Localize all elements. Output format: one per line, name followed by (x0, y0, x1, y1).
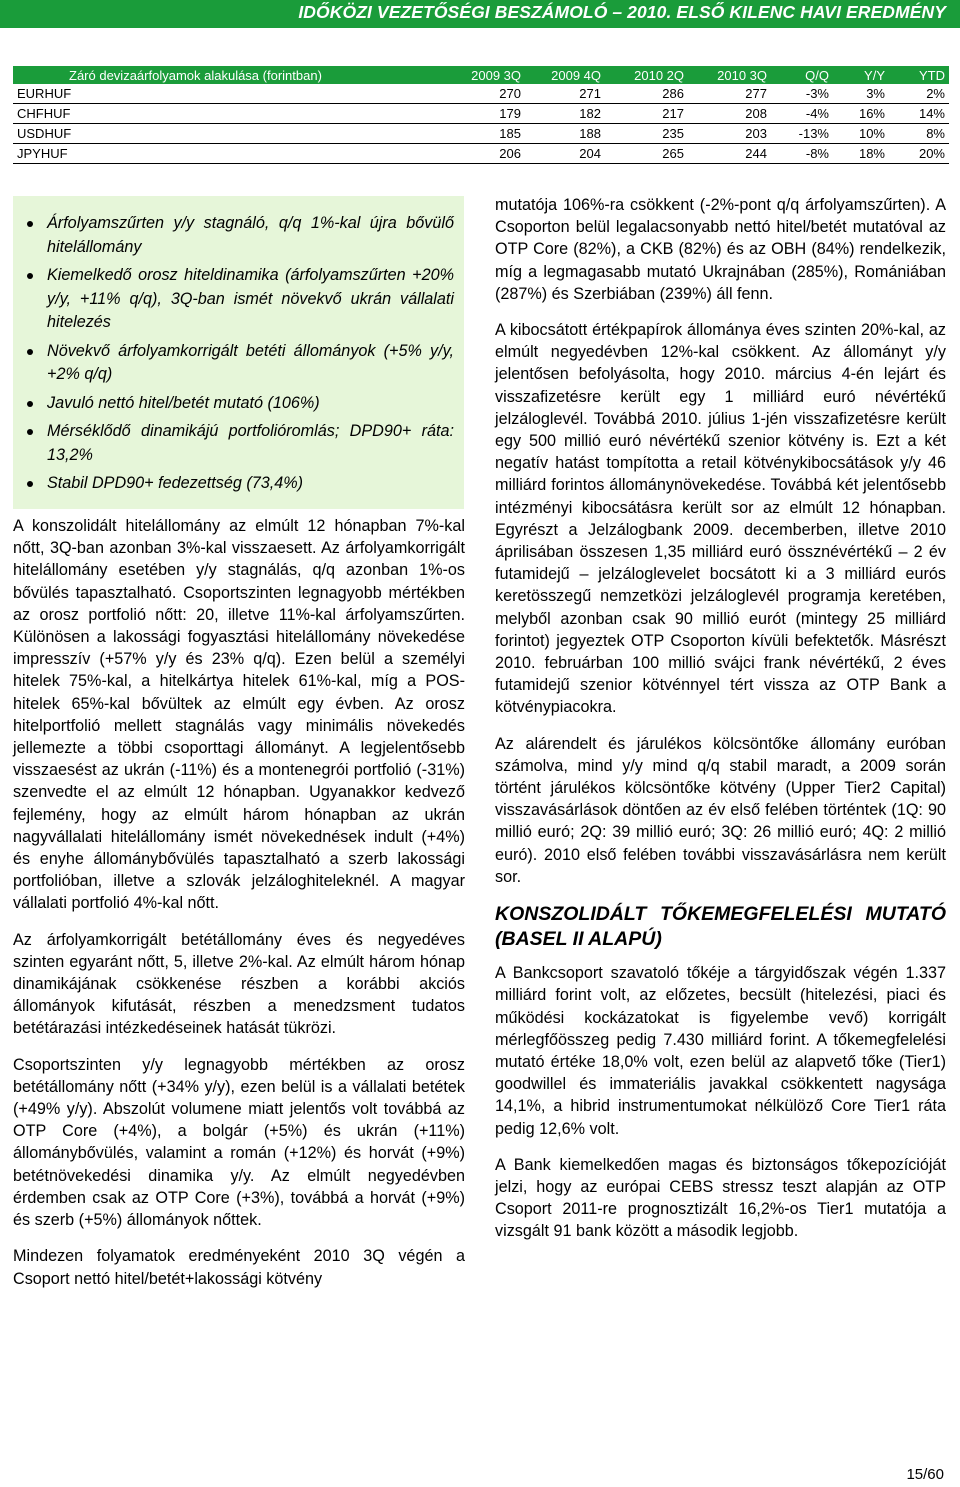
header-title: IDŐKÖZI VEZETŐSÉGI BESZÁMOLÓ – 2010. ELSŐ KILENC HAVI EREDMÉNY (298, 2, 946, 22)
table-cell: -8% (771, 144, 833, 164)
table-cell: 182 (525, 104, 605, 124)
table-cell: EURHUF (13, 84, 417, 104)
table-cell: CHFHUF (13, 104, 417, 124)
highlight-item: Javuló nettó hitel/betét mutató (106%) (47, 392, 454, 416)
table-cell: 2% (889, 84, 949, 104)
highlight-item: Növekvő árfolyamkorrigált betéti állományok (+5% y/y, +2% q/q) (47, 340, 454, 387)
body-paragraph: A Bank kiemelkedően magas és biztonságos tőkepozícióját jelzi, hogy az európai CEBS stressz teszt alapján az OTP Csoport 2011-re prognosztizált 16,2%-os Tier1 mutatója a vizsgált 91 bank között a második legjobb. (495, 1155, 946, 1241)
table-cell: 14% (889, 104, 949, 124)
column-header: Záró devizaárfolyamok alakulása (forintban) (13, 66, 417, 84)
section-heading: KONSZOLIDÁLT TŐKEMEGFELELÉSI MUTATÓ (BASEL II ALAPÚ) (495, 903, 946, 951)
body-paragraph: A kibocsátott értékpapírok állománya éves szinten 20%-kal, az elmúlt negyedévben 12%-kal csökkent. Az állományt y/y jelentősen befolyásolta, hogy 2010. március 4-én lejárt és visszafizetésre került egy 1 milliárd euró névértékű jelzáloglevél. Továbbá 2010. július 1-jén visszafizetésre került egy 500 millió euró névértékű szenior kötvény is. Ezt a két negatív hatást tompította a retail kötvénykibocsátások y/y 46 milliárd forintos állománynövekedése. Továbbá két jelentősebb intézményi kibocsátásra került sor az elmúlt 12 hónapban. Egyrészt a Jelzálogbank 2009. decemberben, illetve 2010 áprilisában összesen 1,35 milliárd euró össznévértékű – 2 év futamidejű – jelzáloglevelet bocsátott ki a 3 milliárd eurós keretösszegű nemzetközi jelzáloglevél programja keretében, melyből azonban csak 90 millió eurót (mintegy 25 milliárd forintot) jegyeztek OTP Csoporton kívüli befektetők. Másrészt 2010. februárban 100 millió svájci frank névértékű, 2 éves futamidejű szenior kötvénnyel tért vissza az OTP Bank a kötvénypiacokra. (495, 321, 946, 717)
body-paragraph: A Bankcsoport szavatoló tőkéje a tárgyidőszak végén 1.337 milliárd forint volt, az előzetes, becsült (hitelezési, piaci és működési kockázatokat is figyelembe vevő) korrigált mérlegfőösszeg pedig 7.430 milliárd forint. A tőkemegfelelési mutató értéke 18,0% volt, ezen belül az alapvető tőke (Tier1) goodwillel és immateriális javakkal csökkentett nagysága 14,1%, a hibrid instrumentumokat nélkülöző Core Tier1 ráta pedig 12,6% volt. (495, 964, 946, 1138)
table-row (13, 84, 949, 104)
left-column (13, 515, 465, 1304)
table-cell: 185 (417, 124, 525, 144)
table-cell: 188 (525, 124, 605, 144)
table-cell: 244 (688, 144, 771, 164)
table-cell: 235 (605, 124, 688, 144)
table-cell: 20% (889, 144, 949, 164)
column-header: Q/Q (771, 66, 833, 84)
table-cell: 206 (417, 144, 525, 164)
body-paragraph: Mindezen folyamatok eredményeként 2010 3Q végén a Csoport nettó hitel/betét+lakossági kötvény (13, 1247, 465, 1288)
table-header-row (13, 66, 949, 84)
table-cell: 208 (688, 104, 771, 124)
table-cell: 3% (833, 84, 889, 104)
highlight-item: Mérséklődő dinamikájú portfolióromlás; DPD90+ ráta: 13,2% (47, 420, 454, 467)
table-cell: -4% (771, 104, 833, 124)
table-cell: JPYHUF (13, 144, 417, 164)
highlight-item: Árfolyamszűrten y/y stagnáló, q/q 1%-kal újra bővülő hitelállomány (47, 212, 454, 259)
table-cell: 18% (833, 144, 889, 164)
table-cell: 204 (525, 144, 605, 164)
table-row (13, 104, 949, 124)
table-cell: 217 (605, 104, 688, 124)
table-cell: 286 (605, 84, 688, 104)
column-header: 2009 4Q (525, 66, 605, 84)
table-cell: 270 (417, 84, 525, 104)
table-row (13, 144, 949, 164)
body-paragraph: mutatója 106%-ra csökkent (-2%-pont q/q árfolyamszűrten). A Csoporton belül legalacsonyabb nettó hitel/betét mutatóval az OTP Core (82%), a CKB (82%) és az OBH (84%) rendelkezik, míg a legmagasabb mutató Ukrajnában (285%), Romániában (287%) és Szerbiában (239%) áll fenn. (495, 196, 946, 303)
page-number: 15/60 (906, 1466, 944, 1483)
table-cell: 10% (833, 124, 889, 144)
body-paragraph: Az alárendelt és járulékos kölcsöntőke állomány euróban számolva, mind y/y mind q/q stabil maradt, a 2009 során történt járulékos kölcsöntőke kötvény (Upper Tier2 Capital) visszavásárlások döntően az év első felében történtek (1Q: 90 millió euró; 2Q: 39 millió euró; 3Q: 26 millió euró; 4Q: 2 millió euró). 2010 első felében további visszavásárlásra nem került sor. (495, 734, 946, 886)
page-header (0, 0, 960, 28)
column-header: 2009 3Q (417, 66, 525, 84)
table-cell: 265 (605, 144, 688, 164)
fx-rate-table (13, 66, 949, 164)
highlights-box (13, 196, 464, 509)
table-cell: -3% (771, 84, 833, 104)
body-paragraph: A konszolidált hitelállomány az elmúlt 12 hónapban 7%-kal nőtt, 3Q-ban azonban 3%-kal visszaesett. Az árfolyamkorrigált hitelállomány esetében y/y stagnálás, q/q azonban 1%-os bővülés tapasztalható. Csoportszinten legnagyobb mértékben az orosz portfolió nőtt: 20, illetve 11%-kal árfolyamszűrten. Különösen a lakossági fogyasztási hitelállomány növekedése impresszív (+57% y/y és 23% q/q). Ezen belül a személyi hitelek 75%-kal, a hitelkártya hitelek 61%-kal, míg a POS-hitelek 65%-kal bővültek az elmúlt egy évben. Az orosz hitelportfolió mellett stagnálás vagy minimális növekedés jellemezte a többi csoporttagi állományt. A legjelentősebb visszaesést az ukrán (-11%) és a montenegrói portfolió (-31%) szenvedte el az elmúlt 12 hónapban. Ugyanakkor kedvező fejlemény, hogy az elmúlt három hónapban az ukrán nagyvállalati hitelállomány ismét növekednések indult (+4%) és enyhe állománybővülés tapasztalható a szerb lakossági portfolióban, illetve a szlovák jelzáloghiteleknél. A magyar vállalati portfolió 4%-kal nőtt. (13, 517, 465, 913)
table-row (13, 124, 949, 144)
table-cell: USDHUF (13, 124, 417, 144)
table-cell: 179 (417, 104, 525, 124)
right-column (495, 194, 946, 1257)
column-header: Y/Y (833, 66, 889, 84)
body-paragraph: Az árfolyamkorrigált betétállomány éves és negyedéves szinten egyaránt nőtt, 5, illetve 2%-kal. Az elmúlt három hónap dinamikájának csökkenése részben a korábbi akciós állományok kifutását, részben a menedzsment tudatos betétárazási intézkedéseinek hatását tükrözi. (13, 930, 465, 1038)
column-header: 2010 3Q (688, 66, 771, 84)
table-cell: 203 (688, 124, 771, 144)
column-header: 2010 2Q (605, 66, 688, 84)
column-header: YTD (889, 66, 949, 84)
table-cell: 271 (525, 84, 605, 104)
highlight-item: Kiemelkedő orosz hiteldinamika (árfolyamszűrten +20% y/y, +11% q/q), 3Q-ban ismét növekvő ukrán vállalati hitelezés (47, 264, 454, 335)
body-paragraph: Csoportszinten y/y legnagyobb mértékben az orosz betétállomány nőtt (+34% y/y), ezen belül is a vállalati betétek (+49% y/y). Abszolút volumene miatt jelentős volt továbbá az OTP Core (+4%), a bolgár (+5%) és ukrán (+11%) állománybővülés, valamint a román (+12%) és horvát (+9%) betétnövekedési dinamika y/y. Az elmúlt negyedévben érdemben csak az OTP Core (+3%), továbbá a horvát (+9%) és szerb (+5%) állományok nőttek. (13, 1055, 465, 1230)
highlight-item: Stabil DPD90+ fedezettség (73,4%) (47, 472, 454, 496)
table-cell: -13% (771, 124, 833, 144)
table-cell: 16% (833, 104, 889, 124)
highlights-list (13, 196, 464, 496)
table-cell: 277 (688, 84, 771, 104)
table-cell: 8% (889, 124, 949, 144)
